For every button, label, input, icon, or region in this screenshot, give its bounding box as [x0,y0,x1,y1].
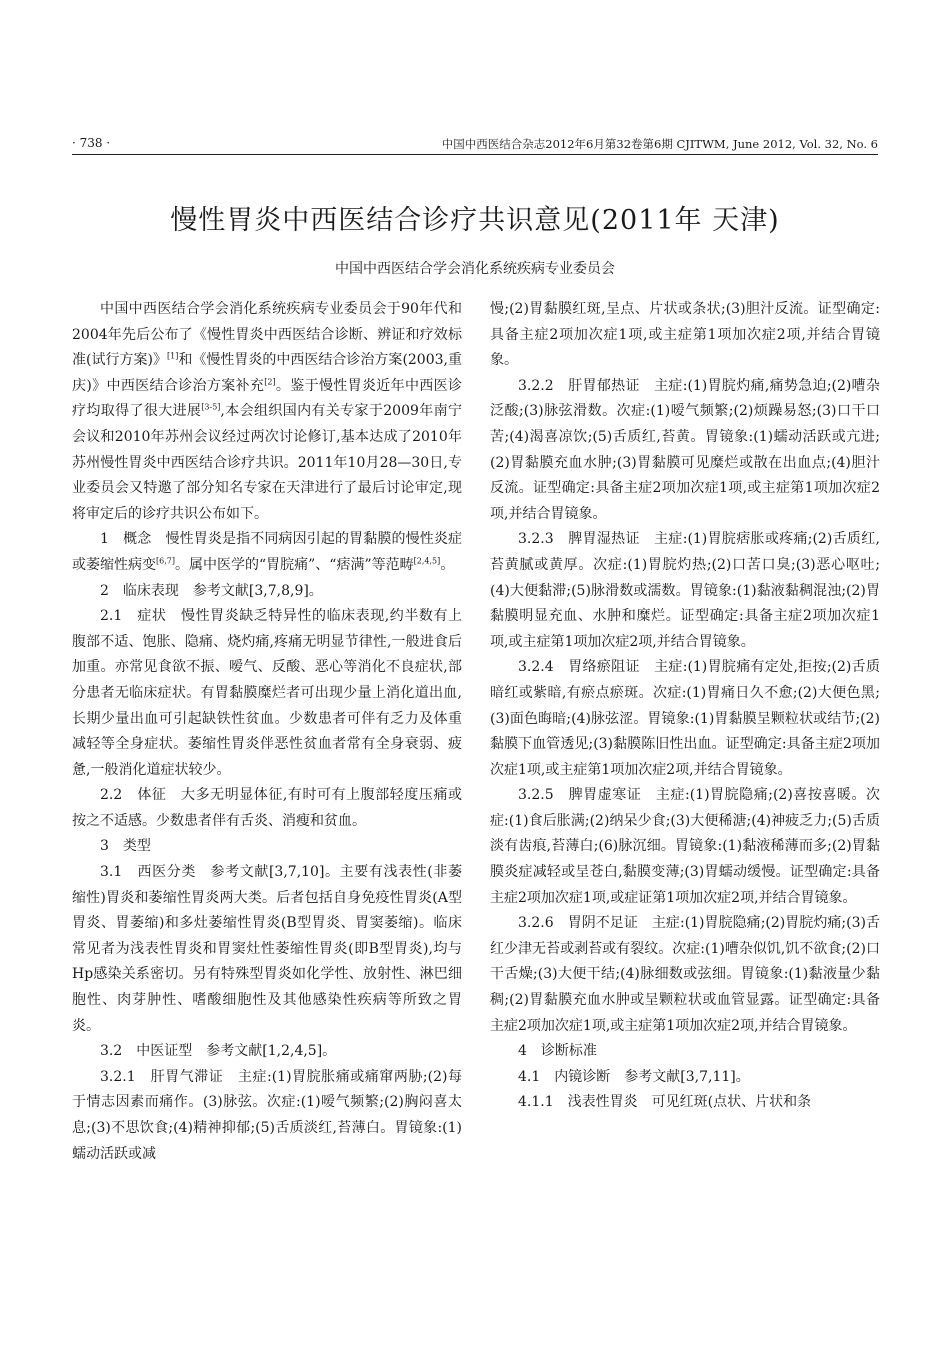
paragraph-stomach-yin: 3.2.6 胃阴不足证 主症:(1)胃脘隐痛;(2)胃脘灼痛;(3)舌红少津无苔或剥苔或有裂纹。次症:(1)嘈杂似饥,饥不欲食;(2)口干舌燥;(3)大便干结;(4)脉细数或弦细。胃镜象:(1)黏液量少黏稠;(2)胃黏膜充血水肿或呈颗粒状或血管显露。证型确定:具备主症2项加次症1项,或主症第1项加次症2项,并结合胃镜象。 [490,915,880,1034]
paragraph-continued: 慢;(2)胃黏膜红斑,呈点、片状或条状;(3)胆汁反流。证型确定:具备主症2项加次症1项,或主症第1项加次症2项,并结合胃镜象。 [490,301,880,369]
paragraph-symptoms: 2.1 症状 慢性胃炎缺乏特异性的临床表现,约半数有上腹部不适、饱胀、隐痛、烧灼痛,疼痛无明显节律性,一般进食后加重。亦常见食欲不振、嗳气、反酸、恶心等消化不良症状,部分患者无临床症状。有胃黏膜糜烂者可出现少量上消化道出血,长期少量出血可引起缺铁性贫血。少数患者可伴有乏力及体重减轻等全身症状。萎缩性胃炎伴恶性贫血者常有全身衰弱、疲惫,一般消化道症状较少。 [72,608,462,778]
paragraph-intro: 中国中西医结合学会消化系统疾病专业委员会于90年代和2004年先后公布了《慢性胃炎中西医结合诊断、辨证和疗效标准(试行方案)》[1]和《慢性胃炎的中西医结合诊治方案(2003,重庆)》中西医结合诊治方案补充[2]。鉴于慢性胃炎近年中西医诊疗均取得了很大进展[3-5],本会组织国内有关专家于2009年南宁会议和2010年苏州会议经过两次讨论修订,基本达成了2010年苏州慢性胃炎中西医结合诊疗共识。2011年10月28—30日,专业委员会又特邀了部分知名专家在天津进行了最后讨论审定,现将审定后的诊疗共识公布如下。 [72,301,463,522]
paragraph-concept: 1 概念 慢性胃炎是指不同病因引起的胃黏膜的慢性炎症或萎缩性病变[6,7]。属中医学的“胃脘痛”、“痞满”等范畴[2,4,5]。 [72,531,462,573]
left-column [72,297,462,1167]
paragraph-signs: 2.2 体征 大多无明显体征,有时可有上腹部轻度压痛或按之不适感。少数患者伴有舌炎、消瘦和贫血。 [72,787,462,829]
heading-tcm-syndromes: 3.2 中医证型 参考文献[1,2,4,5]。 [100,1043,337,1060]
paragraph-liver-stomach-qi: 3.2.1 肝胃气滞证 主症:(1)胃脘胀痛或痛窜两胁;(2)每于情志因素而痛作。(3)脉弦。次症:(1)嗳气频繁;(2)胸闷喜太息;(3)不思饮食;(4)精神抑郁;(5)舌质淡红,苔薄白。胃镜象:(1)蠕动活跃或减 [72,1068,462,1162]
paragraph-liver-stomach-heat: 3.2.2 肝胃郁热证 主症:(1)胃脘灼痛,痛势急迫;(2)嘈杂泛酸;(3)脉弦滑数。次症:(1)嗳气频繁;(2)烦躁易怒;(3)口干口苦;(4)渴喜凉饮;(5)舌质红,苔黄。胃镜象:(1)蠕动活跃或亢进;(2)胃黏膜充血水肿;(3)胃黏膜可见糜烂或散在出血点;(4)胆汁反流。证型确定:具备主症2项加次症1项,或主症第1项加次症2项,并结合胃镜象。 [490,377,880,522]
heading-endoscopy: 4.1 内镜诊断 参考文献[3,7,11]。 [518,1068,750,1085]
running-header [72,136,878,155]
paragraph-western-classification: 3.1 西医分类 参考文献[3,7,10]。主要有浅表性(非萎缩性)胃炎和萎缩性胃炎两大类。后者包括自身免疫性胃炎(A型胃炎、胃萎缩)和多灶萎缩性胃炎(B型胃炎、胃窦萎缩)。临床常见者为浅表性胃炎和胃窦灶性萎缩性胃炎(即B型胃炎),均与Hp感染关系密切。另有特殊型胃炎如化学性、放射性、淋巴细胞性、肉芽肿性、嗜酸细胞性及其他感染性疾病等所致之胃炎。 [72,864,462,1034]
journal-info: 中国中西医结合杂志2012年6月第32卷第6期 CJITWM, June 2012, Vol. 32, No. 6 [441,137,878,151]
heading-types: 3 类型 [100,838,151,855]
paragraph-spleen-damp-heat: 3.2.3 脾胃湿热证 主症:(1)胃脘痞胀或疼痛;(2)舌质红,苔黄腻或黄厚。次症:(1)胃脘灼热;(2)口苦口臭;(3)恶心呕吐;(4)大便黏滞;(5)脉滑数或濡数。胃镜象:(1)黏液黏稠混浊;(2)胃黏膜明显充血、水肿和糜烂。证型确定:具备主症2项加次症1项,或主症第1项加次症2项,并结合胃镜象。 [490,531,880,650]
paragraph-stomach-blood-stasis: 3.2.4 胃络瘀阻证 主症:(1)胃脘痛有定处,拒按;(2)舌质暗红或紫暗,有瘀点瘀斑。次症:(1)胃痛日久不愈;(2)大便色黑;(3)面色晦暗;(4)脉弦涩。胃镜象:(1)胃黏膜呈颗粒状或结节;(2)黏膜下血管透见;(3)黏膜陈旧性出血。证型确定:具备主症2项加次症1项,或主症第1项加次症2项,并结合胃镜象。 [490,659,880,778]
article-title: 慢性胃炎中西医结合诊疗共识意见(2011年 天津) [170,205,780,236]
article-author: 中国中西医结合学会消化系统疾病专业委员会 [335,261,615,277]
heading-superficial-gastritis: 4.1.1 浅表性胃炎 可见红斑(点状、片状和条 [518,1094,812,1111]
heading-diagnosis: 4 诊断标准 [518,1043,597,1060]
paragraph-spleen-cold: 3.2.5 脾胃虚寒证 主症:(1)胃脘隐痛;(2)喜按喜暖。次症:(1)食后胀满;(2)纳呆少食;(3)大便稀溏;(4)神疲乏力;(5)舌质淡有齿痕,苔薄白;(6)脉沉细。胃镜象:(1)黏液稀薄而多;(2)胃黏膜炎症减轻或呈苍白,黏膜变薄;(3)胃蠕动缓慢。证型确定:具备主症2项加次症1项,或症证第1项加次症2项,并结合胃镜象。 [490,787,880,906]
heading-clinical: 2 临床表现 参考文献[3,7,8,9]。 [100,582,323,599]
right-column [490,297,880,1116]
page-number: · 738 · [72,136,111,150]
